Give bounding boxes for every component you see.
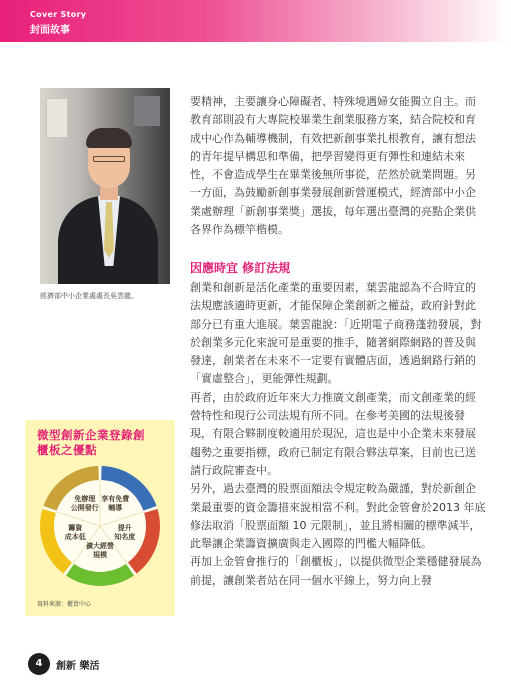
- wheel-label: 擴大經營規模: [86, 542, 114, 559]
- article-paragraph: 再加上金管會推行的「創櫃板」，以提供微型企業穩健發展為前提，讓創業者站在同一個水平線上，努力向上發: [190, 555, 482, 587]
- wheel-label: 享有免費輔導: [101, 494, 130, 512]
- article-paragraph: 再者，由於政府近年來大力推廣文創產業，而文創產業的經營特性和現行公司法規有所不同。在參考美國的法規後發現，有限合夥制度較適用於現況，這也是中小企業未來發展趨勢之重要指標，政府已制定有限合夥法草案，目前也已送請行政院審查中。: [190, 390, 476, 477]
- wheel-label: 免辦理公開發行: [70, 494, 99, 512]
- benefits-wheel-diagram: [35, 462, 165, 590]
- section-heading: 因應時宜 修訂法規: [190, 261, 291, 275]
- section-label-en: Cover Story: [30, 10, 87, 19]
- article-intro: [190, 93, 486, 239]
- article-paragraph: 創業和創新是活化產業的重要因素，葉雲龍認為不合時宜的法規應該適時更新，才能保障企業創新之權益，政府針對此部分已有重大進展。葉雲龍說：「近期電子商務蓬勃發展，對於創業多元化來說可是重要的推手，隨著網際網路的普及與發達，創業者在未來不一定要有實體店面，透過網路行銷的「實虛整合」，更能彈性規劃。: [190, 281, 482, 386]
- benefits-sidebar: [25, 420, 175, 616]
- wheel-label: 籌資成本低: [64, 524, 86, 542]
- photo-caption: 經濟部中小企業處處長吳雲龍。: [40, 292, 138, 300]
- section-label-zh: 封面故事: [30, 25, 70, 36]
- sidebar-source: 資料來源：櫃買中心: [37, 601, 92, 608]
- portrait-photo: [40, 88, 170, 284]
- wheel-label: 提升知名度: [114, 524, 136, 542]
- page-number: 4: [28, 653, 50, 675]
- sidebar-title: 微型創新企業登錄創 櫃板之優點: [37, 428, 145, 457]
- header-band: [0, 0, 511, 42]
- article-paragraph: 另外，過去臺灣的股票面額法令規定較為嚴謹，對於新創企業最重要的資金籌措來說相當不利。對此金管會於2013 年底修法取消「股票面額 10 元限制」，並且將相關的標準減半，此舉讓企業籌資擴廣與走入國際的門檻大幅降低。: [190, 482, 486, 551]
- article-body: [190, 279, 486, 590]
- publication-title: 創新 樂活: [56, 661, 100, 672]
- article-intro-paragraph: 要精神，主要讓身心障礙者、特殊境遇婦女能獨立自主。而教育部則設有大專院校畢業生創業服務方案，結合院校和育成中心作為輔導機制，有效把新創事業扎根教育，讓有想法的青年提早構思和準備，把學習變得更有彈性和連結未來性，不會造成學生在畢業後無所事從，茫然於就業問題。另一方面，為鼓勵新創事業發展創新營運模式，經濟部中小企業處辦理「新創事業獎」選拔，每年選出臺灣的亮點企業供各界作為標竿楷模。: [190, 95, 476, 237]
